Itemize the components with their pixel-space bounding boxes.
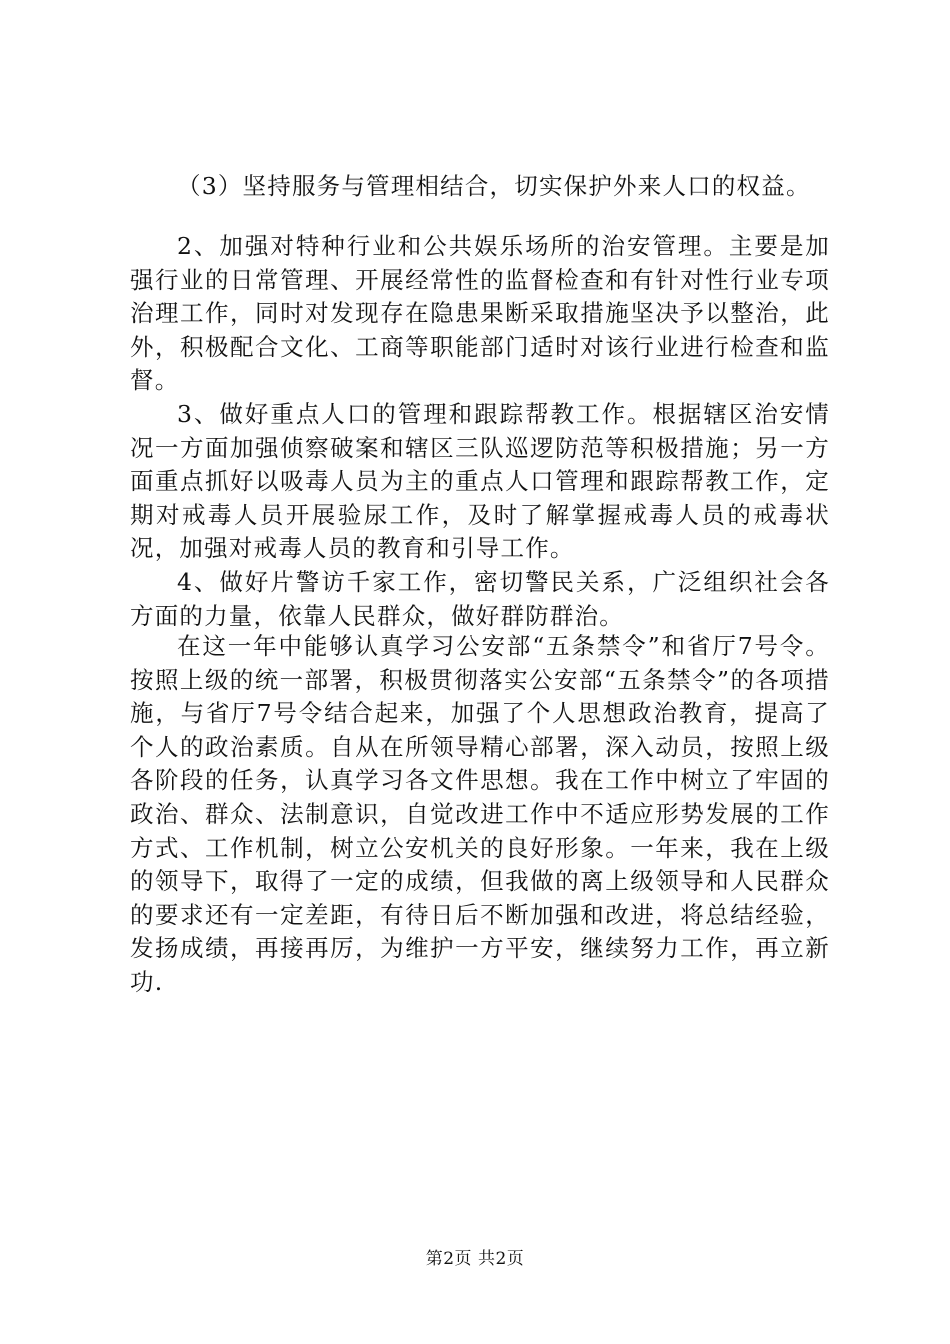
paragraph-police-visits: 4、做好片警访千家工作，密切警民关系，广泛组织社会各方面的力量，依靠人民群众，做好群防群治。: [130, 568, 830, 630]
paragraph-key-population: 3、做好重点人口的管理和跟踪帮教工作。根据辖区治安情况一方面加强侦察破案和辖区三队巡逻防范等积极措施；另一方面重点抓好以吸毒人员为主的重点人口管理和跟踪帮教工作，定期对戒毒人员开展验尿工作，及时了解掌握戒毒人员的戒毒状况，加强对戒毒人员的教育和引导工作。: [130, 400, 830, 563]
paragraph-special-industries: 2、加强对特种行业和公共娱乐场所的治安管理。主要是加强行业的日常管理、开展经常性的监督检查和有针对性行业专项治理工作，同时对发现存在隐患果断采取措施坚决予以整治，此外，积极配合文化、工商等职能部门适时对该行业进行检查和监督。: [130, 232, 830, 395]
paragraph-item-3: （3）坚持服务与管理相结合，切实保护外来人口的权益。: [177, 172, 811, 200]
paragraph-annual-summary: 在这一年中能够认真学习公安部“五条禁令”和省厅7号令。按照上级的统一部署，积极贯彻落实公安部“五条禁令”的各项措施，与省厅7号令结合起来，加强了个人思想政治教育，提高了个人的政治素质。自从在所领导精心部署，深入动员，按照上级各阶段的任务，认真学习各文件思想。我在工作中树立了牢固的政治、群众、法制意识，自觉改进工作中不适应形势发展的工作方式、工作机制，树立公安机关的良好形象。一年来，我在上级的领导下，取得了一定的成绩，但我做的离上级领导和人民群众的要求还有一定差距，有待日后不断加强和改进，将总结经验，发扬成绩，再接再厉，为维护一方平安，继续努力工作，再立新功.: [130, 632, 830, 996]
page-number-footer: 第2页 共2页: [425, 1249, 525, 1269]
